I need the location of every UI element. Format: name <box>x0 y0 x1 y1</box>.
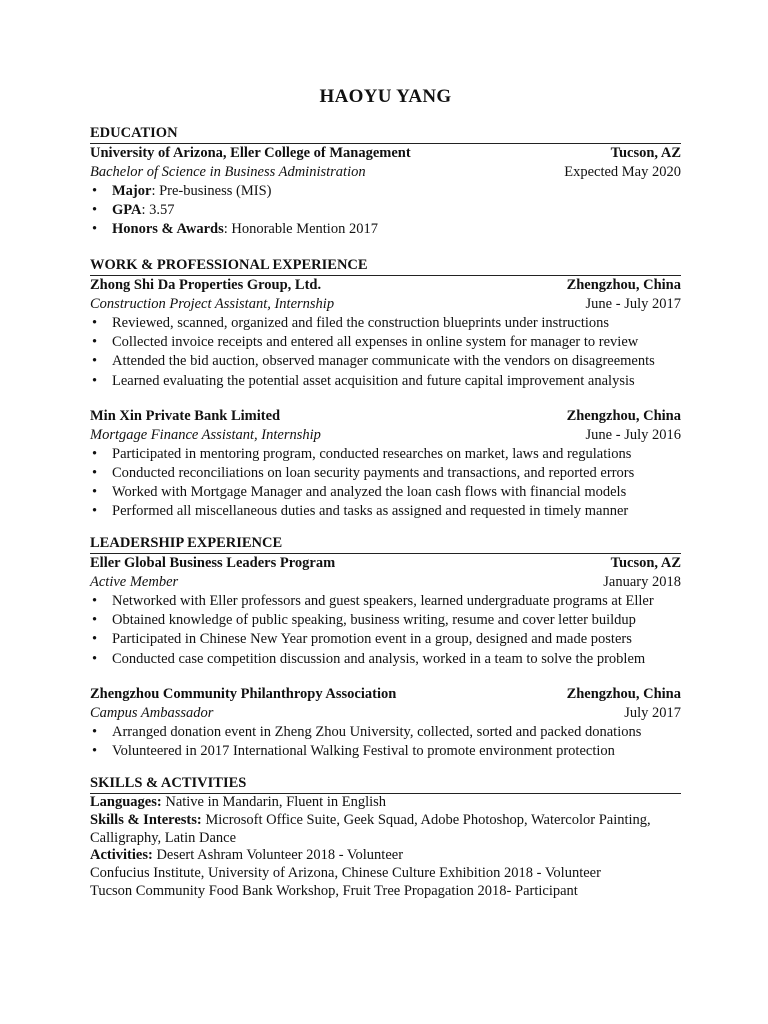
list-item: • Worked with Mortgage Manager and analyzed the loan cash flows with financial models <box>92 484 627 501</box>
languages-line: Languages: Native in Mandarin, Fluent in English <box>90 794 387 810</box>
education-location: Tucson, AZ <box>610 145 681 161</box>
list-item: • Honors & Awards: Honorable Mention 2017 <box>92 221 378 238</box>
entry-role: Active Member <box>90 574 179 590</box>
entry-org: Eller Global Business Leaders Program <box>90 555 336 571</box>
candidate-name: HAOYU YANG <box>319 86 452 107</box>
list-item: • Conducted case competition discussion and analysis, worked in a team to solve the problem <box>92 650 646 667</box>
list-item: • Participated in mentoring program, conducted researches on market, laws and regulations <box>92 445 632 462</box>
education-degree: Bachelor of Science in Business Administration <box>90 164 366 180</box>
list-item: • Learned evaluating the potential asset acquisition and future capital improvement analysis <box>92 372 635 389</box>
entry-org: Zhengzhou Community Philanthropy Association <box>90 685 397 702</box>
entry-date: July 2017 <box>624 704 681 721</box>
entry-org: Zhong Shi Da Properties Group, Ltd. <box>90 277 322 293</box>
list-item: • Performed all miscellaneous duties and tasks as assigned and requested in timely manner <box>92 503 629 520</box>
interests-line: Skills & Interests: Microsoft Office Suite, Geek Squad, Adobe Photoshop, Watercolor Painting, Calligraphy, Latin Dance <box>90 811 651 846</box>
list-item: • Attended the bid auction, observed manager communicate with the vendors on disagreements <box>92 353 655 370</box>
education-org-row <box>90 144 681 163</box>
education-section <box>90 124 681 240</box>
skills-heading: SKILLS & ACTIVITIES <box>90 774 681 794</box>
education-heading: EDUCATION <box>90 124 681 144</box>
list-item: • Major: Pre-business (MIS) <box>92 183 272 199</box>
list-item: • Obtained knowledge of public speaking, business writing, resume and cover letter buildup <box>92 612 636 629</box>
entry-role: Mortgage Finance Assistant, Internship <box>90 426 321 443</box>
education-degree-row <box>90 163 681 182</box>
work-section <box>90 256 681 522</box>
education-org: University of Arizona, Eller College of Management <box>90 145 411 161</box>
entry-location: Zhengzhou, China <box>566 407 681 424</box>
list-item: • Collected invoice receipts and entered all expenses in online system for manager to review <box>92 334 639 351</box>
entry-org: Min Xin Private Bank Limited <box>90 407 281 424</box>
entry-bullets <box>90 314 681 391</box>
work-heading: WORK & PROFESSIONAL EXPERIENCE <box>90 256 681 276</box>
entry-date: June - July 2016 <box>585 426 681 443</box>
entry-date: January 2018 <box>603 574 681 590</box>
list-item: • Participated in Chinese New Year promotion event in a group, designed and made posters <box>92 631 632 648</box>
activities-line: Activities: Desert Ashram Volunteer 2018 - Volunteer <box>90 847 404 864</box>
work-entry <box>90 407 681 522</box>
education-list <box>90 182 681 240</box>
entry-location: Zhengzhou, China <box>566 277 681 293</box>
list-item: • GPA: 3.57 <box>92 202 175 219</box>
entry-date: June - July 2017 <box>585 296 681 312</box>
list-item: • Networked with Eller professors and guest speakers, learned undergraduate programs at Eller <box>92 593 654 609</box>
entry-bullets <box>90 592 681 669</box>
entry-role: Campus Ambassador <box>90 704 214 721</box>
list-item: • Reviewed, scanned, organized and filed the construction blueprints under instructions <box>92 315 610 331</box>
leadership-entry <box>90 685 681 761</box>
leadership-entry <box>90 554 681 669</box>
list-item: • Arranged donation event in Zheng Zhou University, collected, sorted and packed donations <box>92 723 642 740</box>
list-item: • Volunteered in 2017 International Walking Festival to promote environment protection <box>92 743 615 760</box>
work-entry <box>90 276 681 391</box>
entry-role: Construction Project Assistant, Internship <box>90 296 335 312</box>
entry-location: Zhengzhou, China <box>566 685 681 702</box>
entry-location: Tucson, AZ <box>610 555 681 571</box>
list-item: • Conducted reconciliations on loan security payments and transactions, and reported errors <box>92 465 635 482</box>
skills-section <box>90 774 681 901</box>
entry-bullets <box>90 445 681 522</box>
activities-line-2: Confucius Institute, University of Arizona, Chinese Culture Exhibition 2018 - Volunteer <box>90 865 601 882</box>
leadership-heading: LEADERSHIP EXPERIENCE <box>90 534 681 554</box>
activities-line-3: Tucson Community Food Bank Workshop, Fruit Tree Propagation 2018- Participant <box>90 882 578 899</box>
entry-bullets <box>90 723 681 761</box>
leadership-section <box>90 534 681 761</box>
education-date: Expected May 2020 <box>564 164 681 180</box>
